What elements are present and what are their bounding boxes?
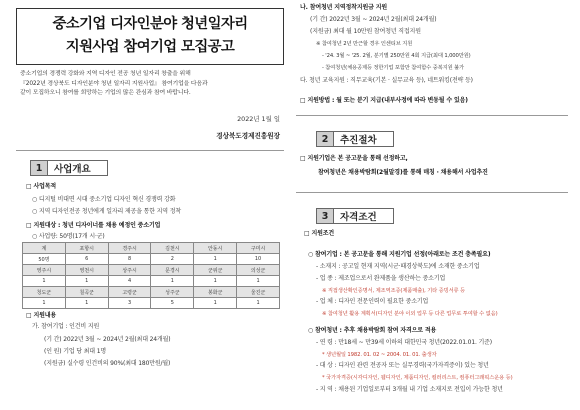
table-cell: 문경시	[151, 265, 194, 276]
table-cell: 청도군	[23, 287, 66, 298]
table-cell: 1	[65, 276, 108, 287]
table-row	[23, 276, 280, 287]
intro-paragraph	[20, 70, 282, 99]
purpose-heading: □ 사업목적	[26, 183, 57, 190]
youth-condition: - 대 상 : 디자인 관련 전공자 또는 실무경력(국가자격증이) 있는 청년	[316, 362, 489, 369]
table-cell: 경주시	[108, 243, 151, 254]
procedure-line: 참여청년은 채용박람회(2월말경)를 통해 매칭 · 채용해서 사업추진	[318, 169, 488, 176]
table-cell: 3	[108, 298, 151, 309]
table-header-row	[23, 243, 280, 254]
table-cell: 50명	[23, 254, 66, 265]
table-cell: 1	[65, 298, 108, 309]
support-subheading: 가. 참여기업 : 인건비 지원	[32, 323, 100, 330]
education-support: 다. 청년 교육지원 : 직무교육(기본 · 실무교육 등), 네트워킹(전략 등)	[300, 77, 473, 84]
table-cell: 1	[237, 298, 280, 309]
target-scale: ○ 사업량: 50명(17개 시·군)	[32, 233, 105, 240]
youth-condition: - 지 역 : 채용된 기업일로부터 3개월 내 기업 소재지로 전입이 가능한 청년	[316, 386, 503, 393]
youth-support-note: - 참여청년(체용공제등 정한기업 포함만 참여함수 중복지원 불가	[322, 65, 465, 71]
intro-line: 『2022년 경상북도 디자인분야 청년 일자리 지원사업』 참여기업을 다음과	[20, 80, 208, 87]
table-cell: 1	[23, 276, 66, 287]
table-cell: 칠곡군	[65, 287, 108, 298]
divider	[16, 150, 284, 151]
table-header-row	[23, 287, 280, 298]
table-cell: 군위군	[194, 265, 237, 276]
support-line: (지원금) 실수령 인건비의 90%(최대 180만원/월)	[44, 360, 171, 367]
procedure-line: □ 지원기업은 본 공고문을 통해 선정하고,	[300, 155, 408, 162]
section-number: 3	[316, 208, 334, 224]
table-cell: 상주시	[108, 265, 151, 276]
table-cell: 2	[151, 254, 194, 265]
divider	[296, 115, 568, 116]
youth-condition-heading: ○ 참여청년 : 추후 채용박람회 참여 자격으로 적용	[308, 327, 437, 334]
table-cell: 1	[237, 276, 280, 287]
table-header-row	[23, 265, 280, 276]
table-cell: 1	[151, 276, 194, 287]
qualification-heading: □ 지원조건	[304, 230, 335, 237]
intro-line: 같이 모집하오니 참여를 희망하는 기업의 많은 관심과 참여 바랍니다.	[20, 90, 191, 97]
company-condition: - 소재지 : 공고일 현재 지역(시군·때경상북도)에 소재한 중소기업	[316, 263, 480, 270]
youth-condition-note: * 생년월일 1982. 01. 02 ~ 2004. 01. 01. 출생자	[322, 352, 437, 358]
youth-support-note: ※ 참여청년 2년 만근할 경우 인센티브 지원	[316, 41, 413, 47]
intro-line: 중소기업의 경쟁력 강화와 지역 디자인 전공 청년 일자리 창출을 위해	[20, 71, 191, 77]
table-cell: 의성군	[237, 265, 280, 276]
section-title: 사업개요	[48, 160, 108, 176]
table-cell: 계	[23, 243, 66, 254]
table-cell: 성주군	[151, 287, 194, 298]
support-line: (기 간) 2022년 3월 ~ 2024년 2월(최대 24개월)	[44, 336, 171, 343]
table-cell: 6	[65, 254, 108, 265]
section-heading-2	[316, 131, 394, 147]
company-condition-heading: ○ 참여기업 : 본 공고문을 통해 지원기업 선정(아래로는 조건 충족필요)	[308, 251, 491, 258]
table-row	[23, 254, 280, 265]
title-line-1: 중소기업 디자인분야 청년일자리	[52, 16, 248, 32]
table-cell: 영주시	[23, 265, 66, 276]
youth-condition: - 연 령 : 만18세 ~ 만39세 이하의 대한민국 청년(2022.01.01. 기준)	[316, 339, 492, 346]
table-cell: 구미시	[237, 243, 280, 254]
support-method: □ 지원방법 : 월 또는 분기 지급(내부사정에 따라 변동될 수 있음)	[300, 97, 468, 104]
table-cell: 10	[237, 254, 280, 265]
table-cell: 8	[108, 254, 151, 265]
section-title: 자격조건	[334, 208, 394, 224]
issuing-organization: 경상북도경제진흥원장	[216, 132, 280, 140]
table-cell: 5	[151, 298, 194, 309]
youth-support-heading: 나. 참여청년 지역정착지원금 지원	[300, 4, 387, 11]
table-row	[23, 298, 280, 309]
youth-condition-note: * 국가자격증(시각디자인, 웹디자인, 제품디자인, 컬러리스트, 컴퓨터그래픽스운용 등)	[322, 375, 513, 381]
section-heading-1	[30, 160, 108, 176]
divider	[296, 192, 568, 193]
table-cell: 울진군	[237, 287, 280, 298]
table-cell: 1	[23, 298, 66, 309]
youth-support-line: (지원금) 최대 월 10만원 참여청년 직접지원	[310, 28, 421, 35]
company-condition: - 업 체 : 디자인 전문인력이 필요한 중소기업	[316, 298, 429, 305]
table-cell: 1	[194, 276, 237, 287]
section-heading-3	[316, 208, 394, 224]
table-cell: 김천시	[151, 243, 194, 254]
section-title: 추진절차	[334, 131, 394, 147]
youth-support-note: - '24. 3월 ~ '25. 2월, 분기별 250만원 4회 지급(최대 1,000만원)	[322, 53, 471, 59]
table-cell: 영천시	[65, 265, 108, 276]
company-condition-note: ※ 직접생산확인증명서, 제조역조증(제품매출), 기타 증빙서류 등	[322, 288, 466, 294]
notice-date: 2022년 1월 일	[237, 115, 280, 123]
youth-support-line: (기 간) 2022년 3월 ~ 2024년 2월(최대 24개월)	[310, 16, 437, 23]
table-cell: 1	[194, 254, 237, 265]
support-line: (인 원) 기업 당 최대 1명	[44, 348, 107, 355]
table-cell: 봉화군	[194, 287, 237, 298]
table-cell: 고령군	[108, 287, 151, 298]
table-cell: 1	[194, 298, 237, 309]
purpose-item: ○ 디지털 비대면 시대 중소기업 디자인 혁신 경쟁력 강화	[32, 196, 176, 203]
section-number: 1	[30, 160, 48, 176]
company-condition-note: ※ 참여청년 활용 계획서(디자인 분야 이외 업무 등 다른 업무로 투여할 수 없음)	[322, 311, 498, 317]
table-cell: 4	[108, 276, 151, 287]
company-condition: - 업 종 : 제조업으로서 완제품을 생산하는 중소기업	[316, 275, 446, 282]
table-cell: 안동시	[194, 243, 237, 254]
purpose-item: ○ 지역 디자인전공 청년에게 일자리 제공을 통한 지역 정착	[32, 208, 182, 215]
region-allocation-table	[22, 242, 280, 309]
table-cell: 포항시	[65, 243, 108, 254]
support-heading: □ 지원내용	[26, 312, 57, 319]
target-heading: □ 지원대상 : 청년 디자이너를 채용 예정인 중소기업	[26, 222, 161, 229]
section-number: 2	[316, 131, 334, 147]
title-line-2: 지원사업 참여기업 모집공고	[65, 39, 235, 55]
title-box	[16, 8, 284, 65]
